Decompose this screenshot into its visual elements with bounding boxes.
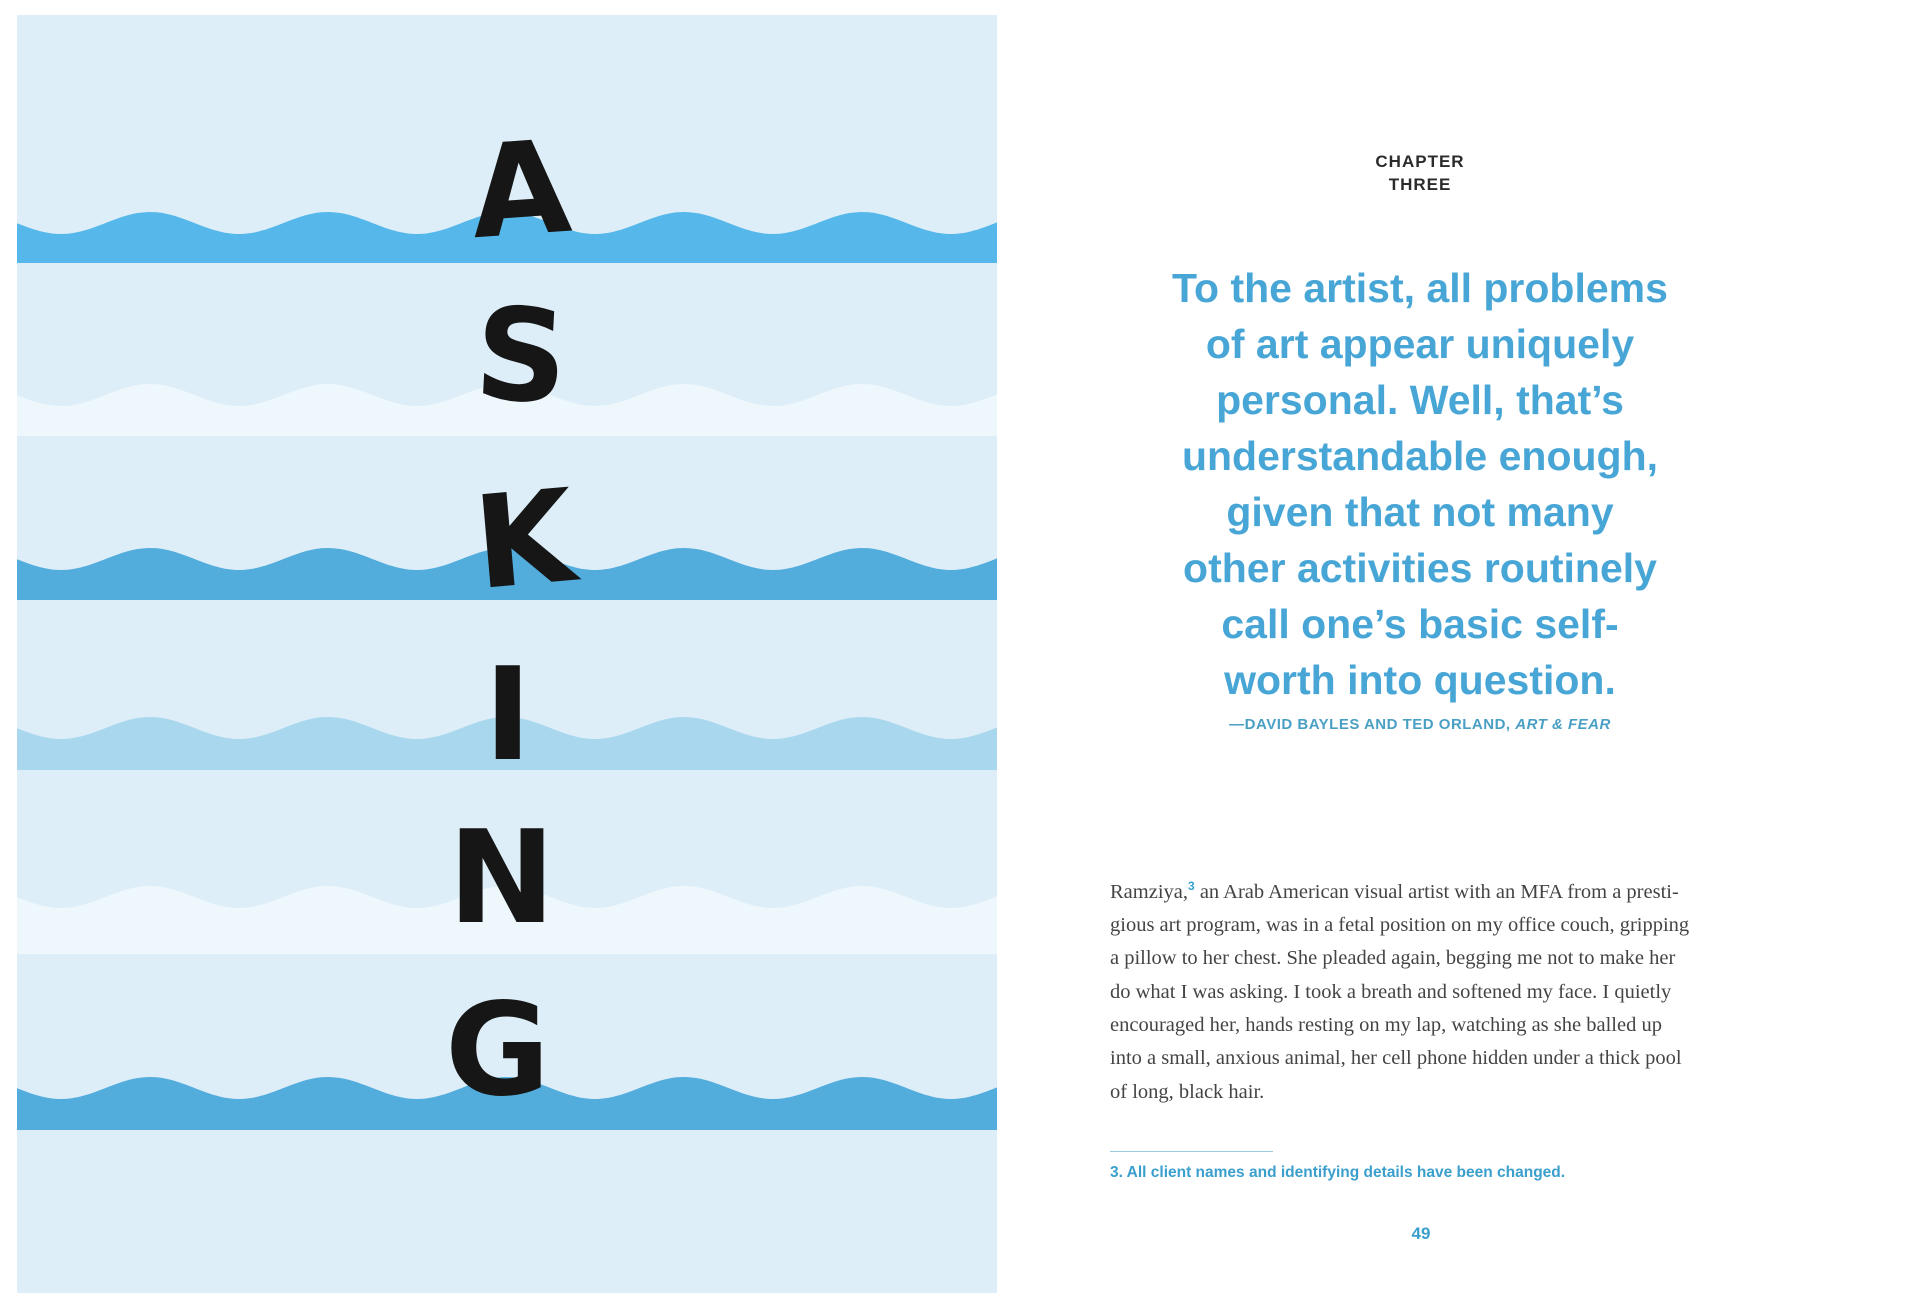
- page-number: 49: [1411, 1224, 1431, 1243]
- quote-line: worth into question.: [1224, 657, 1616, 703]
- body-line: encouraged her, hands resting on my lap, watching as she balled up: [1110, 1014, 1662, 1037]
- epigraph-quote: [1040, 260, 1800, 708]
- body-line: into a small, anxious animal, her cell phone hidden under a thick pool: [1110, 1047, 1682, 1070]
- letter-s: S: [471, 279, 572, 434]
- letter-a: A: [465, 112, 576, 269]
- body-first-word: Ramziya,: [1110, 880, 1188, 903]
- quote-line: understandable enough,: [1181, 433, 1659, 479]
- footnote: 3. All client names and identifying details have been changed.: [1110, 1164, 1566, 1181]
- footnote-reference[interactable]: 3: [1188, 879, 1195, 893]
- body-line: a pillow to her chest. She pleaded again, begging me not to make her: [1110, 947, 1676, 970]
- footnote-divider: [1110, 1151, 1273, 1152]
- letter-g: G: [445, 976, 551, 1125]
- attribution-authors: —DAVID BAYLES AND TED ORLAND,: [1229, 716, 1516, 733]
- quote-line: given that not many: [1226, 489, 1614, 535]
- quote-line: To the artist, all problems: [1172, 265, 1668, 311]
- body-paragraph: [1110, 870, 1740, 1109]
- body-line: [1110, 870, 1740, 909]
- body-first-line: an Arab American visual artist with an MFA from a presti-: [1194, 880, 1679, 903]
- quote-line: of art appear uniquely: [1205, 321, 1635, 367]
- chapter-illustration: [17, 15, 997, 1293]
- quote-line: call one’s basic self-: [1221, 601, 1619, 647]
- body-line: do what I was asking. I took a breath and softened my face. I quietly: [1110, 980, 1672, 1003]
- quote-line: personal. Well, that’s: [1216, 377, 1624, 423]
- body-line: gious art program, was in a fetal position on my office couch, gripping: [1110, 914, 1690, 937]
- chapter-label: CHAPTER: [1375, 152, 1465, 171]
- quote-line: other activities routinely: [1183, 545, 1657, 591]
- letter-n: N: [448, 804, 556, 953]
- quote-attribution: [1040, 716, 1800, 733]
- body-line: of long, black hair.: [1110, 1080, 1265, 1103]
- letter-i: I: [484, 641, 532, 790]
- attribution-title: ART & FEAR: [1515, 716, 1611, 733]
- chapter-number: THREE: [1388, 175, 1452, 194]
- chapter-heading: [1040, 150, 1800, 196]
- letter-k: K: [468, 461, 581, 620]
